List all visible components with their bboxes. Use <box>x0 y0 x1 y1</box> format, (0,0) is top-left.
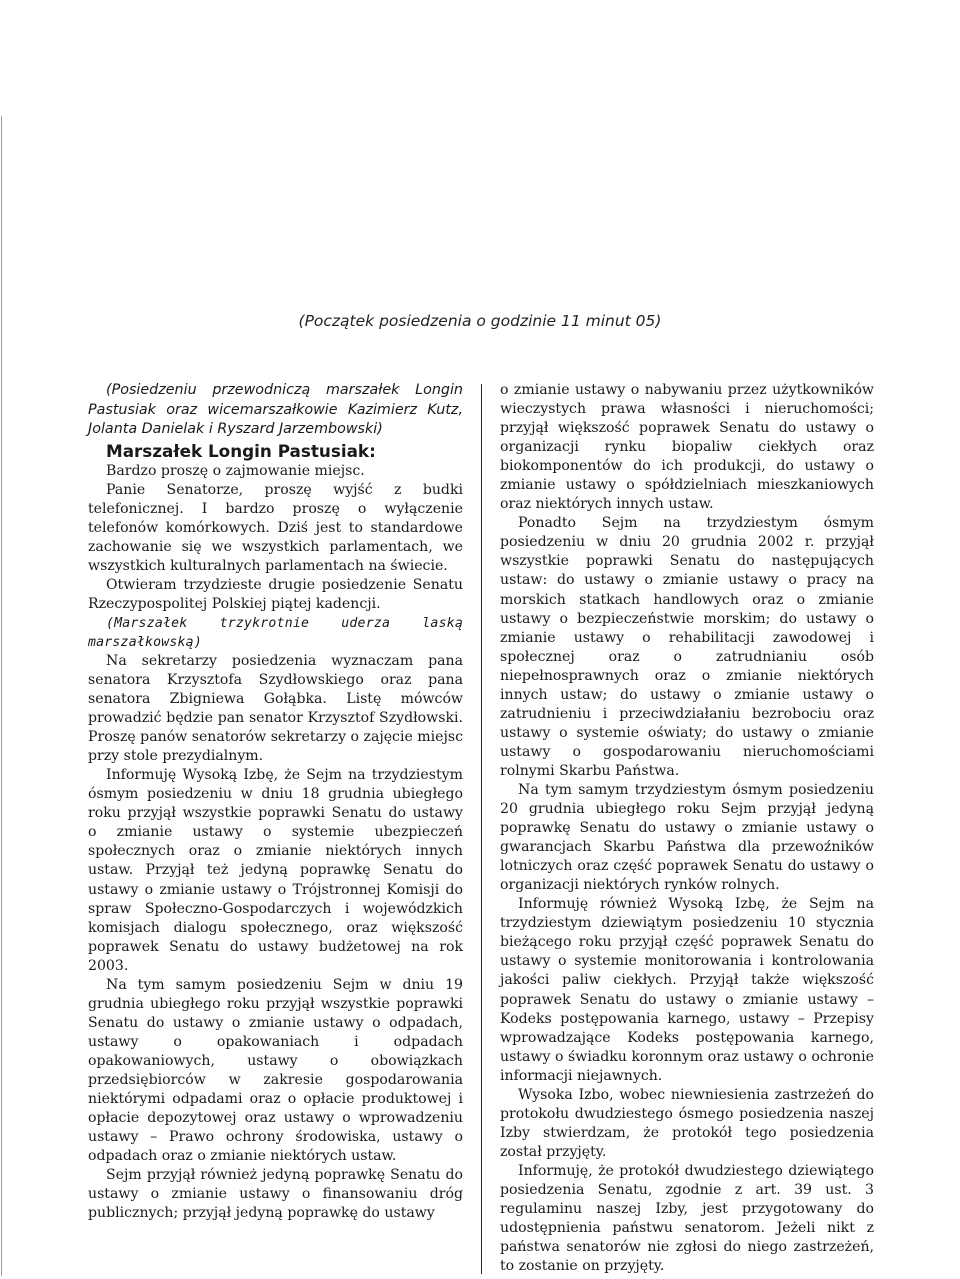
paragraph: Sejm przyjął również jedyną poprawkę Senatu do ustawy o zmianie ustawy o finansowaniu dróg publicznych; przyjął jedyną poprawkę do ustawy <box>88 1167 463 1222</box>
chair-note: (Posiedzeniu przewodniczą marszałek Longin Pastusiak oraz wicemarszałkowie Kazimierz Kutz, Jolanta Danielak i Ryszard Jarzembowski) <box>88 382 463 437</box>
page-margin-rule <box>1 116 2 1276</box>
stage-direction: (Marszałek trzykrotnie uderza laską marszałkowską) <box>88 615 463 650</box>
speaker-heading: Marszałek Longin Pastusiak: <box>106 440 376 461</box>
paragraph: Wysoka Izbo, wobec niewniesienia zastrzeżeń do protokołu dwudziestego ósmego posiedzenia naszej Izby stwierdzam, że protokół tego posiedzenia został przyjęty. <box>500 1086 874 1160</box>
session-start-note: (Początek posiedzenia o godzinie 11 minut 05) <box>298 312 662 330</box>
paragraph: Na tym samym trzydziestym ósmym posiedzeniu 20 grudnia ubiegłego roku Sejm przyjął jedyną poprawkę Senatu do ustawy o zmianie ustawy o gwarancjach Skarbu Państwa dla przewoźników lotniczych oraz część poprawek Senatu do ustawy o organizacji niektórych rynków rolnych. <box>500 781 874 894</box>
right-column <box>500 381 874 1276</box>
paragraph: Ponadto Sejm na trzydziestym ósmym posiedzeniu w dniu 20 grudnia 2002 r. przyjął wszystkie poprawki Senatu do następujących ustaw: do ustawy o zmianie ustawy o pracy na morskich statkach handlowych oraz o zmianie ustawy o bezpieczeństwie morskim; do ustawy o zmianie ustawy o rehabilitacji zawodowej i społecznej oraz o zatrudnianiu osób niepełnosprawnych oraz o zmianie niektórych innych ustaw; do ustawy o zmianie ustawy o zatrudnieniu i przeciwdziałaniu bezrobociu oraz ustawy o systemie oświaty; do ustawy o zmianie ustawy o gospodarowaniu nieruchomościami rolnymi Skarbu Państwa. <box>500 515 874 779</box>
paragraph: Na tym samym posiedzeniu Sejm w dniu 19 grudnia ubiegłego roku przyjął wszystkie poprawki Senatu do ustawy o zmianie ustawy o odpadach, ustawy o opakowaniach i odpadach opakowaniowych, ustawy o obowiązkach przedsiębiorców w zakresie gospodarowania niektórymi odpadami oraz o opłacie produktowej i opłacie depozytowej oraz ustawy o wprowadzeniu ustawy – Prawo ochrony środowiska, ustawy o odpadach oraz o zmianie niektórych ustaw. <box>88 976 463 1165</box>
paragraph: Panie Senatorze, proszę wyjść z budki telefonicznej. I bardzo proszę o wyłączenie telefonów komórkowych. Dziś jest to standardowe zachowanie się we wszystkich parlamentach, we wszystkich kulturalnych parlamentach na świecie. <box>88 481 463 574</box>
left-column <box>88 381 463 1223</box>
paragraph: Otwieram trzydzieste drugie posiedzenie Senatu Rzeczypospolitej Polskiej piątej kadencji. <box>88 576 463 612</box>
paragraph: Informuję również Wysoką Izbę, że Sejm na trzydziestym dziewiątym posiedzeniu 10 stycznia bieżącego roku przyjął część poprawek Senatu do ustawy o systemie monitorowania i kontrolowania jakości paliw ciekłych. Przyjął także większość poprawek Senatu do ustawy o zmianie ustawy – Kodeks postępowania karnego, ustawy – Przepisy wprowadzające Kodeks postępowania karnego, ustawy o świadku koronnym oraz ustawy o ochronie informacji niejawnych. <box>500 896 874 1084</box>
column-divider <box>481 384 482 1274</box>
paragraph: Bardzo proszę o zajmowanie miejsc. <box>106 462 365 479</box>
paragraph: Informuję Wysoką Izbę, że Sejm na trzydziestym ósmym posiedzeniu w dniu 18 grudnia ubiegłego roku przyjął wszystkie poprawki Senatu do ustawy o zmianie ustawy o systemie ubezpieczeń społecznych oraz o zmianie niektórych innych ustaw. Przyjął też jedyną poprawkę Senatu do ustawy o zmianie ustawy o Trójstronnej Komisji do spraw Społeczno-Gospodarczych i wojewódzkich komisjach dialogu społecznego, oraz większość poprawek Senatu do ustawy budżetowej na rok 2003. <box>88 767 463 974</box>
paragraph: o zmianie ustawy o nabywaniu przez użytkowników wieczystych prawa własności i nieruchomości; przyjął większość poprawek Senatu do ustawy o organizacji rynku biopaliw ciekłych oraz biokomponentów do ich produkcji, do ustawy o zmianie ustawy o spółdzielniach mieszkaniowych oraz niektórych innych ustaw. <box>500 382 874 513</box>
paragraph: Na sekretarzy posiedzenia wyznaczam pana senatora Krzysztofa Szydłowskiego oraz pana senatora Zbigniewa Gołąbka. Listę mówców prowadzić będzie pan senator Krzysztof Szydłowski. Proszę panów senatorów sekretarzy o zajęcie miejsc przy stole prezydialnym. <box>88 652 463 765</box>
paragraph: Informuję, że protokół dwudziestego dziewiątego posiedzenia Senatu, zgodnie z art. 39 ust. 3 regulaminu naszej Izby, jest przygotowany do udostępnienia państwu senatorom. Jeżeli nikt z państwa senatorów nie zgłosi do niego zastrzeżeń, to zostanie on przyjęty. <box>500 1162 874 1275</box>
